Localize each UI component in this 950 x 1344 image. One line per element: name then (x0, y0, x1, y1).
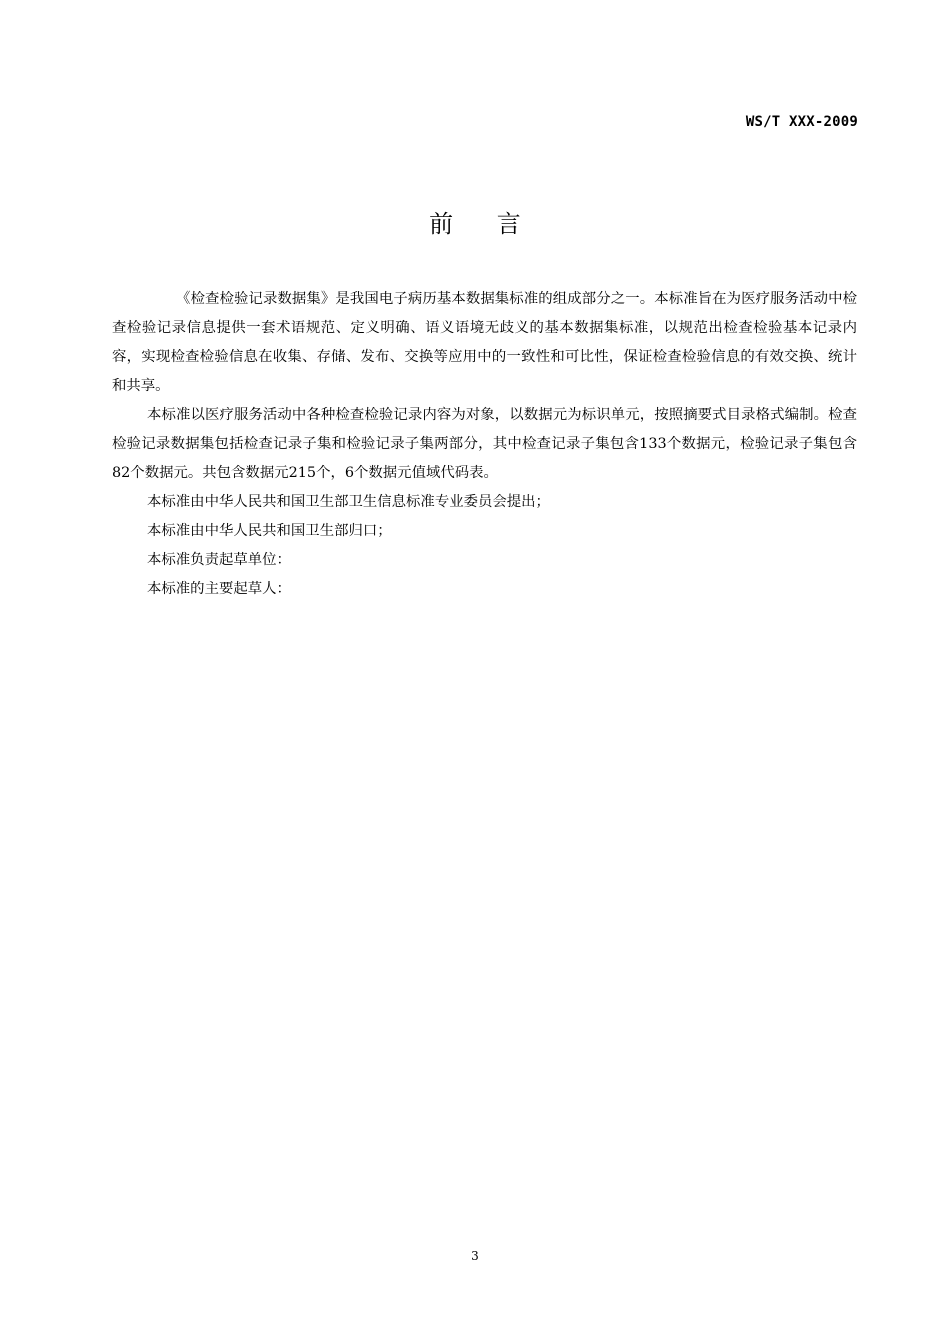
preface-paragraph-scope: 本标准以医疗服务活动中各种检查检验记录内容为对象，以数据元为标识单元，按照摘要式目录格式编制。检查检验记录数据集包括检查记录子集和检验记录子集两部分，其中检查记录子集包含133个数据元，检验记录子集包含82个数据元。共包含数据元215个，6个数据元值域代码表。 (112, 407, 857, 481)
preface-paragraph-proposer: 本标准由中华人民共和国卫生部卫生信息标准专业委员会提出； (147, 494, 550, 510)
page-title: 前 言 (429, 210, 539, 238)
document-code: WS/T XXX-2009 (745, 114, 858, 130)
preface-paragraph-administrator: 本标准由中华人民共和国卫生部归口； (147, 523, 392, 539)
preface-paragraph-drafting-unit: 本标准负责起草单位： (147, 552, 291, 568)
preface-paragraph-drafters: 本标准的主要起草人： (147, 581, 291, 597)
preface-paragraph-intro: 《检查检验记录数据集》是我国电子病历基本数据集标准的组成部分之一。本标准旨在为医疗服务活动中检查检验记录信息提供一套术语规范、定义明确、语义语境无歧义的基本数据集标准，以规范出检查检验基本记录内容，实现检查检验信息在收集、存储、发布、交换等应用中的一致性和可比性，保证检查检验信息的有效交换、统计和共享。 (112, 291, 857, 394)
page-number: 3 (471, 1249, 479, 1263)
preface-body (112, 285, 857, 604)
